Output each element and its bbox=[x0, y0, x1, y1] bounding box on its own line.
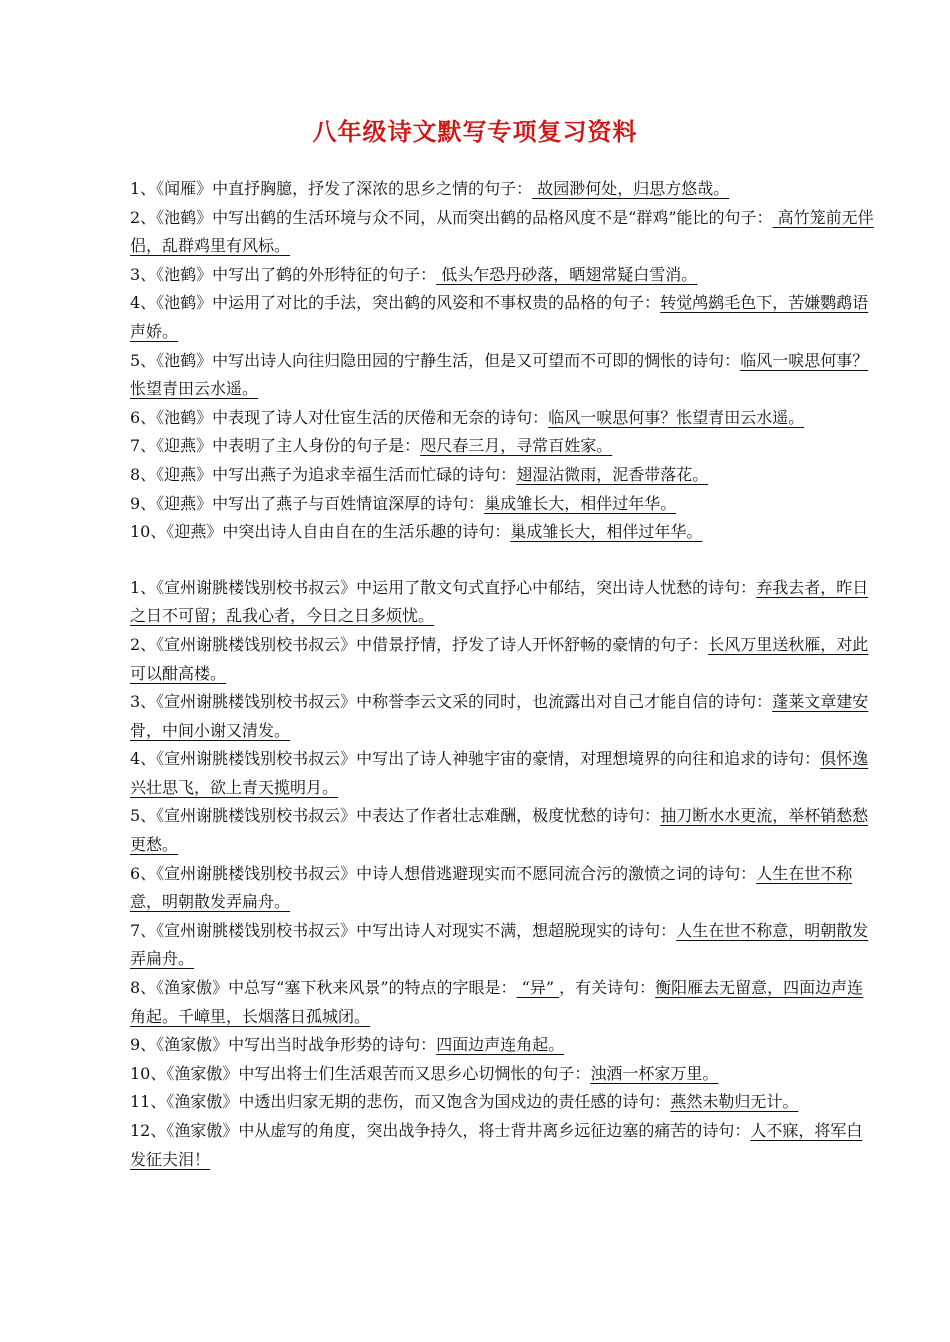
answer-text: 人生在世不称意，明朝散发弄扁舟。 bbox=[130, 920, 869, 969]
question-item bbox=[130, 518, 875, 547]
question-text: 3、《宣州谢朓楼饯别校书叔云》中称誉李云文采的同时，也流露出对自己才能自信的诗句： bbox=[130, 692, 773, 712]
question-item bbox=[130, 1088, 875, 1117]
answer-text: 低头乍恐丹砂落，晒翅常疑白雪消。 bbox=[436, 264, 698, 284]
question-text: 1、《宣州谢朓楼饯别校书叔云》中运用了散文句式直抒心中郁结，突出诗人忧愁的诗句： bbox=[130, 577, 757, 597]
answer-text: “异” bbox=[516, 978, 560, 998]
question-text: 5、《宣州谢朓楼饯别校书叔云》中表达了作者壮志难酬，极度忧愁的诗句： bbox=[130, 806, 661, 826]
question-text: 8、《渔家傲》中总写“塞下秋来风景”的特点的字眼是： bbox=[130, 978, 517, 998]
question-item bbox=[130, 1060, 875, 1089]
question-text: 1、《闻雁》中直抒胸臆，抒发了深浓的思乡之情的句子： bbox=[130, 179, 533, 198]
question-item bbox=[130, 802, 875, 859]
answer-text: 弃我去者，昨日之日不可留；乱我心者，今日之日多烦忧。 bbox=[130, 577, 869, 626]
page-title: 八年级诗文默写专项复习资料 bbox=[312, 117, 638, 146]
question-item bbox=[130, 204, 875, 261]
section-1 bbox=[130, 175, 875, 547]
question-text: 3、《池鹤》中写出了鹤的外形特征的句子： bbox=[130, 264, 437, 284]
answer-text: 临风一唳思何事？怅望青田云水遥。 bbox=[548, 407, 805, 427]
answer-text: 巢成雏长大，相伴过年华。 bbox=[510, 522, 703, 542]
question-text: 11、《渔家傲》中透出归家无期的悲伤，而又饱含为国戍边的责任感的诗句： bbox=[130, 1092, 671, 1112]
question-text-continued: ，有关诗句： bbox=[559, 978, 656, 998]
answer-text: 人不寐，将军白发征夫泪！ bbox=[130, 1121, 863, 1169]
section-spacer bbox=[130, 547, 875, 574]
answer-text: 燕然未勒归无计。 bbox=[670, 1092, 799, 1112]
answer-text: 长风万里送秋雁，对此可以酣高楼。 bbox=[130, 634, 869, 683]
question-text: 9、《渔家傲》中写出当时战争形势的诗句： bbox=[130, 1035, 437, 1055]
answer-text: 抽刀断水水更流，举杯销愁愁更愁。 bbox=[130, 806, 869, 855]
question-item bbox=[130, 490, 875, 519]
answer-text: 俱怀逸兴壮思飞，欲上青天揽明月。 bbox=[130, 749, 869, 797]
question-item bbox=[130, 432, 875, 461]
question-item bbox=[130, 461, 875, 490]
answer-text: 蓬莱文章建安骨，中间小谢又清发。 bbox=[130, 692, 869, 740]
answer-text: 翅湿沾微雨，泥香带落花。 bbox=[516, 464, 709, 484]
answer-text-continued: 衡阳雁去无留意，四面边声连角起。千嶂里，长烟落日孤城闭。 bbox=[130, 978, 864, 1026]
question-item bbox=[130, 404, 875, 433]
question-item bbox=[130, 1117, 875, 1174]
answer-text: 咫尺春三月，寻常百姓家。 bbox=[420, 436, 613, 456]
question-text: 5、《池鹤》中写出诗人向往归隐田园的宁静生活，但是又可望而不可即的惆怅的诗句： bbox=[130, 350, 741, 370]
question-text: 2、《池鹤》中写出鹤的生活环境与众不同，从而突出鹤的品格风度不是“群鸡”能比的句子： bbox=[130, 207, 773, 227]
question-item bbox=[130, 261, 875, 290]
question-text: 8、《迎燕》中写出燕子为追求幸福生活而忙碌的诗句： bbox=[130, 464, 517, 484]
content-body bbox=[130, 175, 875, 1174]
question-item bbox=[130, 974, 875, 1031]
answer-text: 四面边声连角起。 bbox=[436, 1035, 565, 1055]
question-item bbox=[130, 860, 875, 917]
question-text: 10、《迎燕》中突出诗人自由自在的生活乐趣的诗句： bbox=[130, 522, 511, 542]
question-item bbox=[130, 1031, 875, 1060]
answer-text: 巢成雏长大，相伴过年华。 bbox=[484, 493, 677, 513]
question-text: 6、《宣州谢朓楼饯别校书叔云》中诗人想借逃避现实而不愿同流合污的激愤之词的诗句： bbox=[130, 863, 757, 883]
question-text: 7、《迎燕》中表明了主人身份的句子是： bbox=[130, 436, 421, 456]
answer-text: 故园渺何处，归思方悠哉。 bbox=[532, 179, 730, 198]
question-item bbox=[130, 745, 875, 802]
answer-text: 转觉鸬鹚毛色下，苦嫌鹦鹉语声娇。 bbox=[130, 293, 869, 341]
section-2 bbox=[130, 574, 875, 1174]
question-text: 4、《宣州谢朓楼饯别校书叔云》中写出了诗人神驰宇宙的豪情，对理想境界的向往和追求的诗句： bbox=[130, 749, 821, 769]
question-item bbox=[130, 289, 875, 346]
question-item bbox=[130, 688, 875, 745]
answer-text: 浊酒一杯家万里。 bbox=[590, 1063, 719, 1083]
question-text: 4、《池鹤》中运用了对比的手法，突出鹤的风姿和不事权贵的品格的句子： bbox=[130, 293, 661, 313]
question-item bbox=[130, 631, 875, 688]
answer-text: 临风一唳思何事？怅望青田云水遥。 bbox=[130, 350, 869, 399]
question-text: 2、《宣州谢朓楼饯别校书叔云》中借景抒情，抒发了诗人开怀舒畅的豪情的句子： bbox=[130, 634, 709, 654]
answer-text: 高竹笼前无伴侣，乱群鸡里有风标。 bbox=[130, 207, 874, 256]
question-text: 7、《宣州谢朓楼饯别校书叔云》中写出诗人对现实不满，想超脱现实的诗句： bbox=[130, 920, 677, 940]
question-item bbox=[130, 574, 875, 631]
question-text: 10、《渔家傲》中写出将士们生活艰苦而又思乡心切惆怅的句子： bbox=[130, 1063, 591, 1083]
question-text: 12、《渔家傲》中从虚写的角度，突出战争持久，将士背井离乡远征边塞的痛苦的诗句： bbox=[130, 1121, 751, 1140]
question-item bbox=[130, 917, 875, 974]
question-item bbox=[130, 347, 875, 404]
question-text: 6、《池鹤》中表现了诗人对仕宦生活的厌倦和无奈的诗句： bbox=[130, 407, 549, 427]
question-text: 9、《迎燕》中写出了燕子与百姓情谊深厚的诗句： bbox=[130, 493, 485, 513]
question-item bbox=[130, 175, 875, 204]
answer-text: 人生在世不称意，明朝散发弄扁舟。 bbox=[130, 863, 853, 912]
